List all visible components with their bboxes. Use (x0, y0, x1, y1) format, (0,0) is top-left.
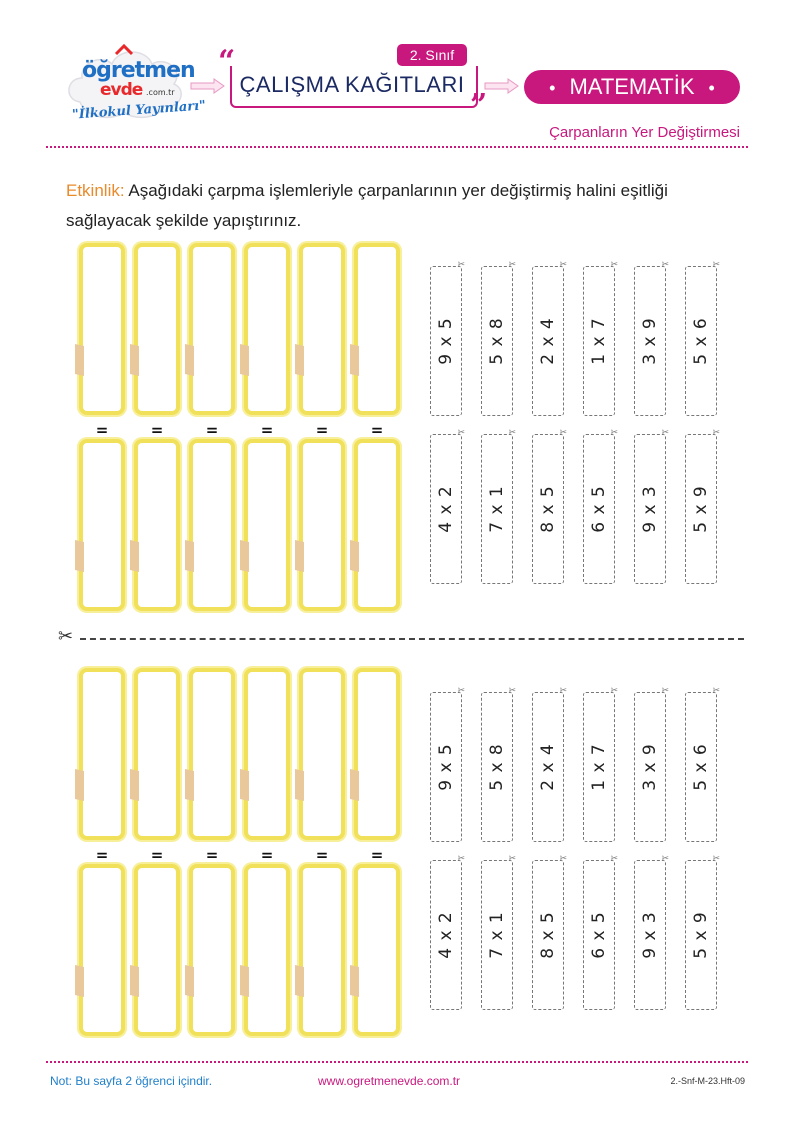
equals-sign: = (150, 421, 164, 439)
scissors-icon: ✂ (457, 260, 465, 270)
cutout-card (634, 854, 669, 1010)
paste-frame (354, 864, 400, 1036)
multiplication-text: 8 x 5 (538, 911, 558, 959)
scissors-icon: ✂ (559, 854, 567, 864)
scissors-icon: ✂ (712, 686, 720, 696)
multiplication-text: 9 x 3 (640, 485, 660, 533)
scissors-icon: ✂ (610, 428, 618, 438)
scissors-icon: ✂ (661, 428, 669, 438)
paste-frame (79, 668, 125, 840)
paste-frame (354, 243, 400, 415)
equals-sign: = (95, 846, 109, 864)
cutout-card (532, 428, 567, 584)
multiplication-text: 3 x 9 (640, 317, 660, 365)
equals-sign: = (370, 846, 384, 864)
scissors-icon: ✂ (610, 260, 618, 270)
cutout-card (634, 260, 669, 416)
page-subtitle: Çarpanların Yer Değiştirmesi (549, 124, 740, 141)
paste-frame (189, 243, 235, 415)
scissors-icon: ✂ (610, 854, 618, 864)
paste-frame (134, 668, 180, 840)
scissors-icon: ✂ (559, 428, 567, 438)
paste-frame (189, 668, 235, 840)
paste-frame (134, 864, 180, 1036)
scissors-icon: ✂ (712, 854, 720, 864)
multiplication-text: 9 x 5 (436, 743, 456, 791)
paste-frame (79, 243, 125, 415)
cutout-card (685, 854, 720, 1010)
equals-sign: = (315, 421, 329, 439)
paste-frame (79, 864, 125, 1036)
multiplication-text: 9 x 5 (436, 317, 456, 365)
scissors-icon: ✂ (508, 428, 516, 438)
scissors-icon: ✂ (610, 686, 618, 696)
scissors-icon: ✂ (559, 260, 567, 270)
scissors-icon: ✂ (457, 686, 465, 696)
multiplication-text: 6 x 5 (589, 485, 609, 533)
equals-sign: = (260, 846, 274, 864)
paste-frame (299, 864, 345, 1036)
footer-divider (46, 1061, 748, 1063)
cutout-card (430, 428, 465, 584)
cutout-card (583, 260, 618, 416)
subject-label: MATEMATİK (569, 74, 695, 99)
multiplication-text: 2 x 4 (538, 743, 558, 791)
paste-frame (134, 439, 180, 611)
scissors-icon: ✂ (712, 260, 720, 270)
quote-close-icon: ” (470, 88, 488, 123)
cutout-card (430, 854, 465, 1010)
multiplication-text: 7 x 1 (487, 911, 507, 959)
multiplication-text: 5 x 8 (487, 317, 507, 365)
instruction-label: Etkinlik: (66, 181, 125, 200)
paste-frame (244, 668, 290, 840)
cut-line (80, 638, 744, 640)
cutout-card (481, 854, 516, 1010)
paste-frame (299, 243, 345, 415)
multiplication-text: 5 x 6 (691, 317, 711, 365)
multiplication-text: 8 x 5 (538, 485, 558, 533)
multiplication-text: 9 x 3 (640, 911, 660, 959)
scissors-icon: ✂ (58, 626, 74, 647)
paste-frame (244, 864, 290, 1036)
logo-text: öğretmen (82, 58, 195, 83)
cutout-card (583, 428, 618, 584)
bullet-icon: • (708, 78, 715, 98)
equals-sign: = (315, 846, 329, 864)
logo-text-evde: evde (100, 80, 143, 100)
equals-sign: = (205, 421, 219, 439)
cutout-card (634, 686, 669, 842)
scissors-icon: ✂ (661, 260, 669, 270)
logo-domain: .com.tr (146, 88, 175, 97)
instruction (66, 176, 746, 236)
multiplication-text: 2 x 4 (538, 317, 558, 365)
paste-frame (354, 439, 400, 611)
bullet-icon: • (549, 78, 556, 98)
multiplication-text: 4 x 2 (436, 485, 456, 533)
cutout-card (481, 686, 516, 842)
paste-frame (134, 243, 180, 415)
paste-frame (244, 243, 290, 415)
footer-code: 2.-Snf-M-23.Hft-09 (670, 1076, 745, 1086)
cutout-card (583, 854, 618, 1010)
scissors-icon: ✂ (712, 428, 720, 438)
multiplication-text: 7 x 1 (487, 485, 507, 533)
scissors-icon: ✂ (661, 854, 669, 864)
footer-note: Not: Bu sayfa 2 öğrenci içindir. (50, 1074, 213, 1088)
cutout-card (430, 260, 465, 416)
multiplication-text: 1 x 7 (589, 317, 609, 365)
equals-sign: = (260, 421, 274, 439)
multiplication-text: 6 x 5 (589, 911, 609, 959)
paste-frame (299, 668, 345, 840)
scissors-icon: ✂ (508, 854, 516, 864)
instruction-text: Aşağıdaki çarpma işlemleriyle çarpanlarının yer değiştirmiş halini eşitliği sağlayacak şekilde yapıştırınız. (66, 181, 668, 230)
equals-sign: = (95, 421, 109, 439)
multiplication-text: 1 x 7 (589, 743, 609, 791)
paste-frame (189, 439, 235, 611)
cutout-card (532, 260, 567, 416)
scissors-icon: ✂ (508, 260, 516, 270)
multiplication-text: 5 x 8 (487, 743, 507, 791)
cutout-card (685, 260, 720, 416)
scissors-icon: ✂ (559, 686, 567, 696)
divider (46, 146, 748, 148)
paste-frame (354, 668, 400, 840)
cutout-card (481, 260, 516, 416)
arrow-right-icon (190, 78, 226, 94)
scissors-icon: ✂ (508, 686, 516, 696)
equals-sign: = (150, 846, 164, 864)
arrow-right-icon (484, 78, 520, 94)
paste-frame (79, 439, 125, 611)
quote-open-icon: “ (218, 44, 236, 79)
cutout-card (430, 686, 465, 842)
multiplication-text: 3 x 9 (640, 743, 660, 791)
scissors-icon: ✂ (457, 428, 465, 438)
cutout-card (583, 686, 618, 842)
equals-sign: = (205, 846, 219, 864)
cutout-card (532, 854, 567, 1010)
logo-tagline: "İlkokul Yayınları" (71, 98, 207, 123)
multiplication-text: 4 x 2 (436, 911, 456, 959)
equals-sign: = (370, 421, 384, 439)
cutout-card (685, 428, 720, 584)
multiplication-text: 5 x 6 (691, 743, 711, 791)
cutout-card (532, 686, 567, 842)
scissors-icon: ✂ (661, 686, 669, 696)
paste-frame (189, 864, 235, 1036)
cutout-card (685, 686, 720, 842)
paste-frame (299, 439, 345, 611)
page-title: ÇALIŞMA KAĞITLARI (239, 72, 465, 97)
footer-url[interactable]: www.ogretmenevde.com.tr (318, 1074, 461, 1088)
cutout-card (481, 428, 516, 584)
grade-badge: 2. Sınıf (397, 44, 467, 66)
scissors-icon: ✂ (457, 854, 465, 864)
cutout-card (634, 428, 669, 584)
paste-frame (244, 439, 290, 611)
multiplication-text: 5 x 9 (691, 911, 711, 959)
multiplication-text: 5 x 9 (691, 485, 711, 533)
subject-badge (524, 70, 740, 104)
